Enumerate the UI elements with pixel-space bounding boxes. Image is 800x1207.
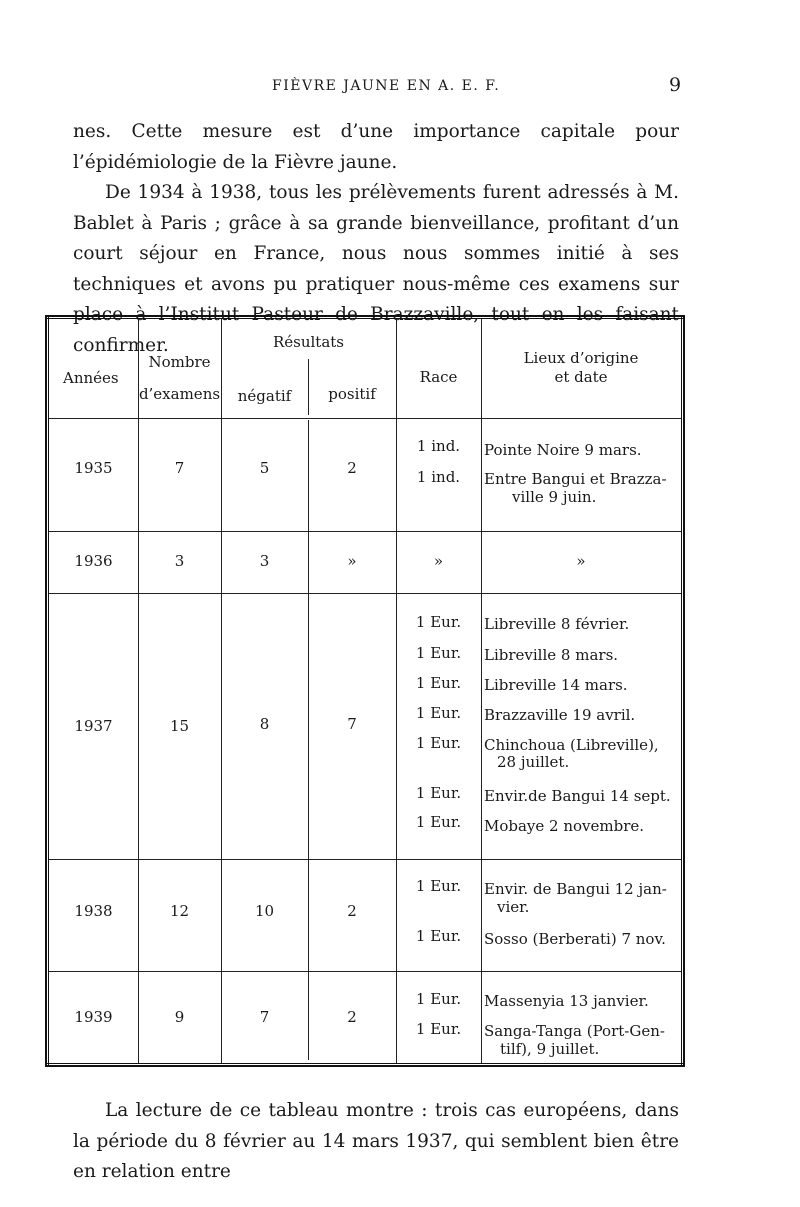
- cell-race: 1 Eur.: [415, 1020, 462, 1038]
- cell-lieu: Sanga-Tanga (Port-Gen-: [484, 1022, 665, 1040]
- cell-positif: 2: [347, 902, 357, 920]
- header-nombre: d’examens: [138, 385, 221, 403]
- cell-nombre: 15: [169, 717, 190, 735]
- cell-lieu: Brazzaville 19 avril.: [484, 706, 636, 724]
- results-table: [45, 315, 685, 1067]
- cell-race: 1 Eur.: [415, 784, 462, 802]
- cell-annee: 1935: [74, 459, 113, 477]
- cell-race: 1 Eur.: [415, 734, 462, 752]
- cell-lieu: Libreville 8 mars.: [484, 646, 619, 664]
- row-rule: [49, 531, 681, 532]
- running-title: FIÈVRE JAUNE EN A. E. F.: [272, 78, 501, 94]
- table-border-left: [45, 315, 49, 1067]
- column-rule: [138, 319, 139, 1063]
- header-positif: positif: [328, 385, 376, 403]
- cell-negatif: 8: [259, 715, 270, 733]
- cell-lieu: Libreville 14 mars.: [484, 676, 628, 694]
- page-number: 9: [669, 74, 682, 96]
- cell-positif: 7: [347, 715, 357, 733]
- paragraph-analysis: [73, 1096, 679, 1188]
- paragraph-text: La lecture de ce tableau montre : trois cas européens, dans la période du 8 février au 14 mars 1937, qui semblent bien être en relation entre: [73, 1100, 679, 1182]
- cell-race: 1 Eur.: [415, 990, 462, 1008]
- paragraph-text: De 1934 à 1938, tous les prélèvements furent adressés à M. Bablet à Paris ; grâce à sa grande bienveillance, profitant d’un court séjour en France, nous nous sommes initié à ses techniques et avons pu pratiquer nous-même ces examens sur place à l’Institut Pasteur de Brazzaville, tout en les faisant confirmer.: [73, 182, 679, 356]
- cell-race: 1 Eur.: [415, 644, 462, 662]
- cell-race: »: [433, 552, 444, 570]
- cell-nombre: 12: [169, 902, 190, 920]
- cell-lieu: vier.: [497, 898, 530, 916]
- header-lieux: et date: [554, 368, 608, 386]
- cell-lieu: Sosso (Berberati) 7 nov.: [484, 930, 666, 948]
- row-rule: [49, 971, 681, 972]
- cell-race: 1 Eur.: [415, 613, 462, 631]
- cell-race: 1 Eur.: [415, 927, 462, 945]
- cell-race: 1 Eur.: [415, 704, 462, 722]
- header-resultats: Résultats: [272, 333, 345, 351]
- cell-lieu: »: [576, 552, 586, 570]
- cell-lieu: ville 9 juin.: [512, 488, 597, 506]
- cell-positif: 2: [347, 1008, 357, 1026]
- cell-lieu: Chinchoua (Libreville),: [484, 736, 659, 754]
- cell-race: 1 ind.: [416, 468, 461, 486]
- cell-nombre: 7: [174, 459, 185, 477]
- cell-lieu: tilf), 9 juillet.: [500, 1040, 600, 1058]
- header-rule: [49, 418, 681, 419]
- header-annees: Années: [63, 369, 119, 387]
- cell-positif: 2: [347, 459, 357, 477]
- header-nombre: Nombre: [148, 353, 211, 371]
- cell-lieu: Envir. de Bangui 12 jan-: [484, 880, 667, 898]
- cell-nombre: 9: [174, 1008, 185, 1026]
- table-border-right: [681, 315, 685, 1067]
- paragraph-continuation: [73, 117, 679, 178]
- column-rule: [221, 319, 222, 1063]
- header-race: Race: [419, 368, 458, 386]
- cell-race: 1 Eur.: [415, 674, 462, 692]
- cell-positif: »: [347, 552, 357, 570]
- header-negatif: négatif: [237, 387, 292, 405]
- cell-lieu: Libreville 8 février.: [484, 615, 630, 633]
- cell-lieu: Mobaye 2 novembre.: [484, 817, 645, 835]
- row-rule: [49, 859, 681, 860]
- cell-race: 1 Eur.: [415, 877, 462, 895]
- cell-negatif: 7: [259, 1008, 270, 1026]
- cell-nombre: 3: [174, 552, 185, 570]
- cell-lieu: Entre Bangui et Brazza-: [484, 470, 667, 488]
- cell-lieu: 28 juillet.: [497, 753, 570, 771]
- cell-annee: 1939: [74, 1008, 113, 1026]
- cell-annee: 1937: [74, 717, 113, 735]
- cell-annee: 1938: [74, 902, 113, 920]
- cell-negatif: 5: [259, 459, 270, 477]
- cell-negatif: 3: [259, 552, 270, 570]
- header-lieux: Lieux d’origine: [523, 349, 639, 367]
- paragraph-text: nes. Cette mesure est d’une importance capitale pour l’épidémiologie de la Fièvre jaune.: [73, 121, 679, 173]
- row-rule: [49, 593, 681, 594]
- cell-annee: 1936: [74, 552, 113, 570]
- cell-race: 1 Eur.: [415, 813, 462, 831]
- cell-lieu: Massenyia 13 janvier.: [484, 992, 649, 1010]
- cell-race: 1 ind.: [416, 437, 461, 455]
- table-border-top: [45, 315, 685, 319]
- cell-lieu: Pointe Noire 9 mars.: [484, 441, 642, 459]
- column-rule: [308, 420, 309, 1060]
- cell-lieu: Envir.de Bangui 14 sept.: [484, 787, 671, 805]
- column-rule: [481, 319, 482, 1063]
- table-border-bottom: [45, 1063, 685, 1067]
- cell-negatif: 10: [254, 902, 275, 920]
- page-header: [0, 74, 800, 100]
